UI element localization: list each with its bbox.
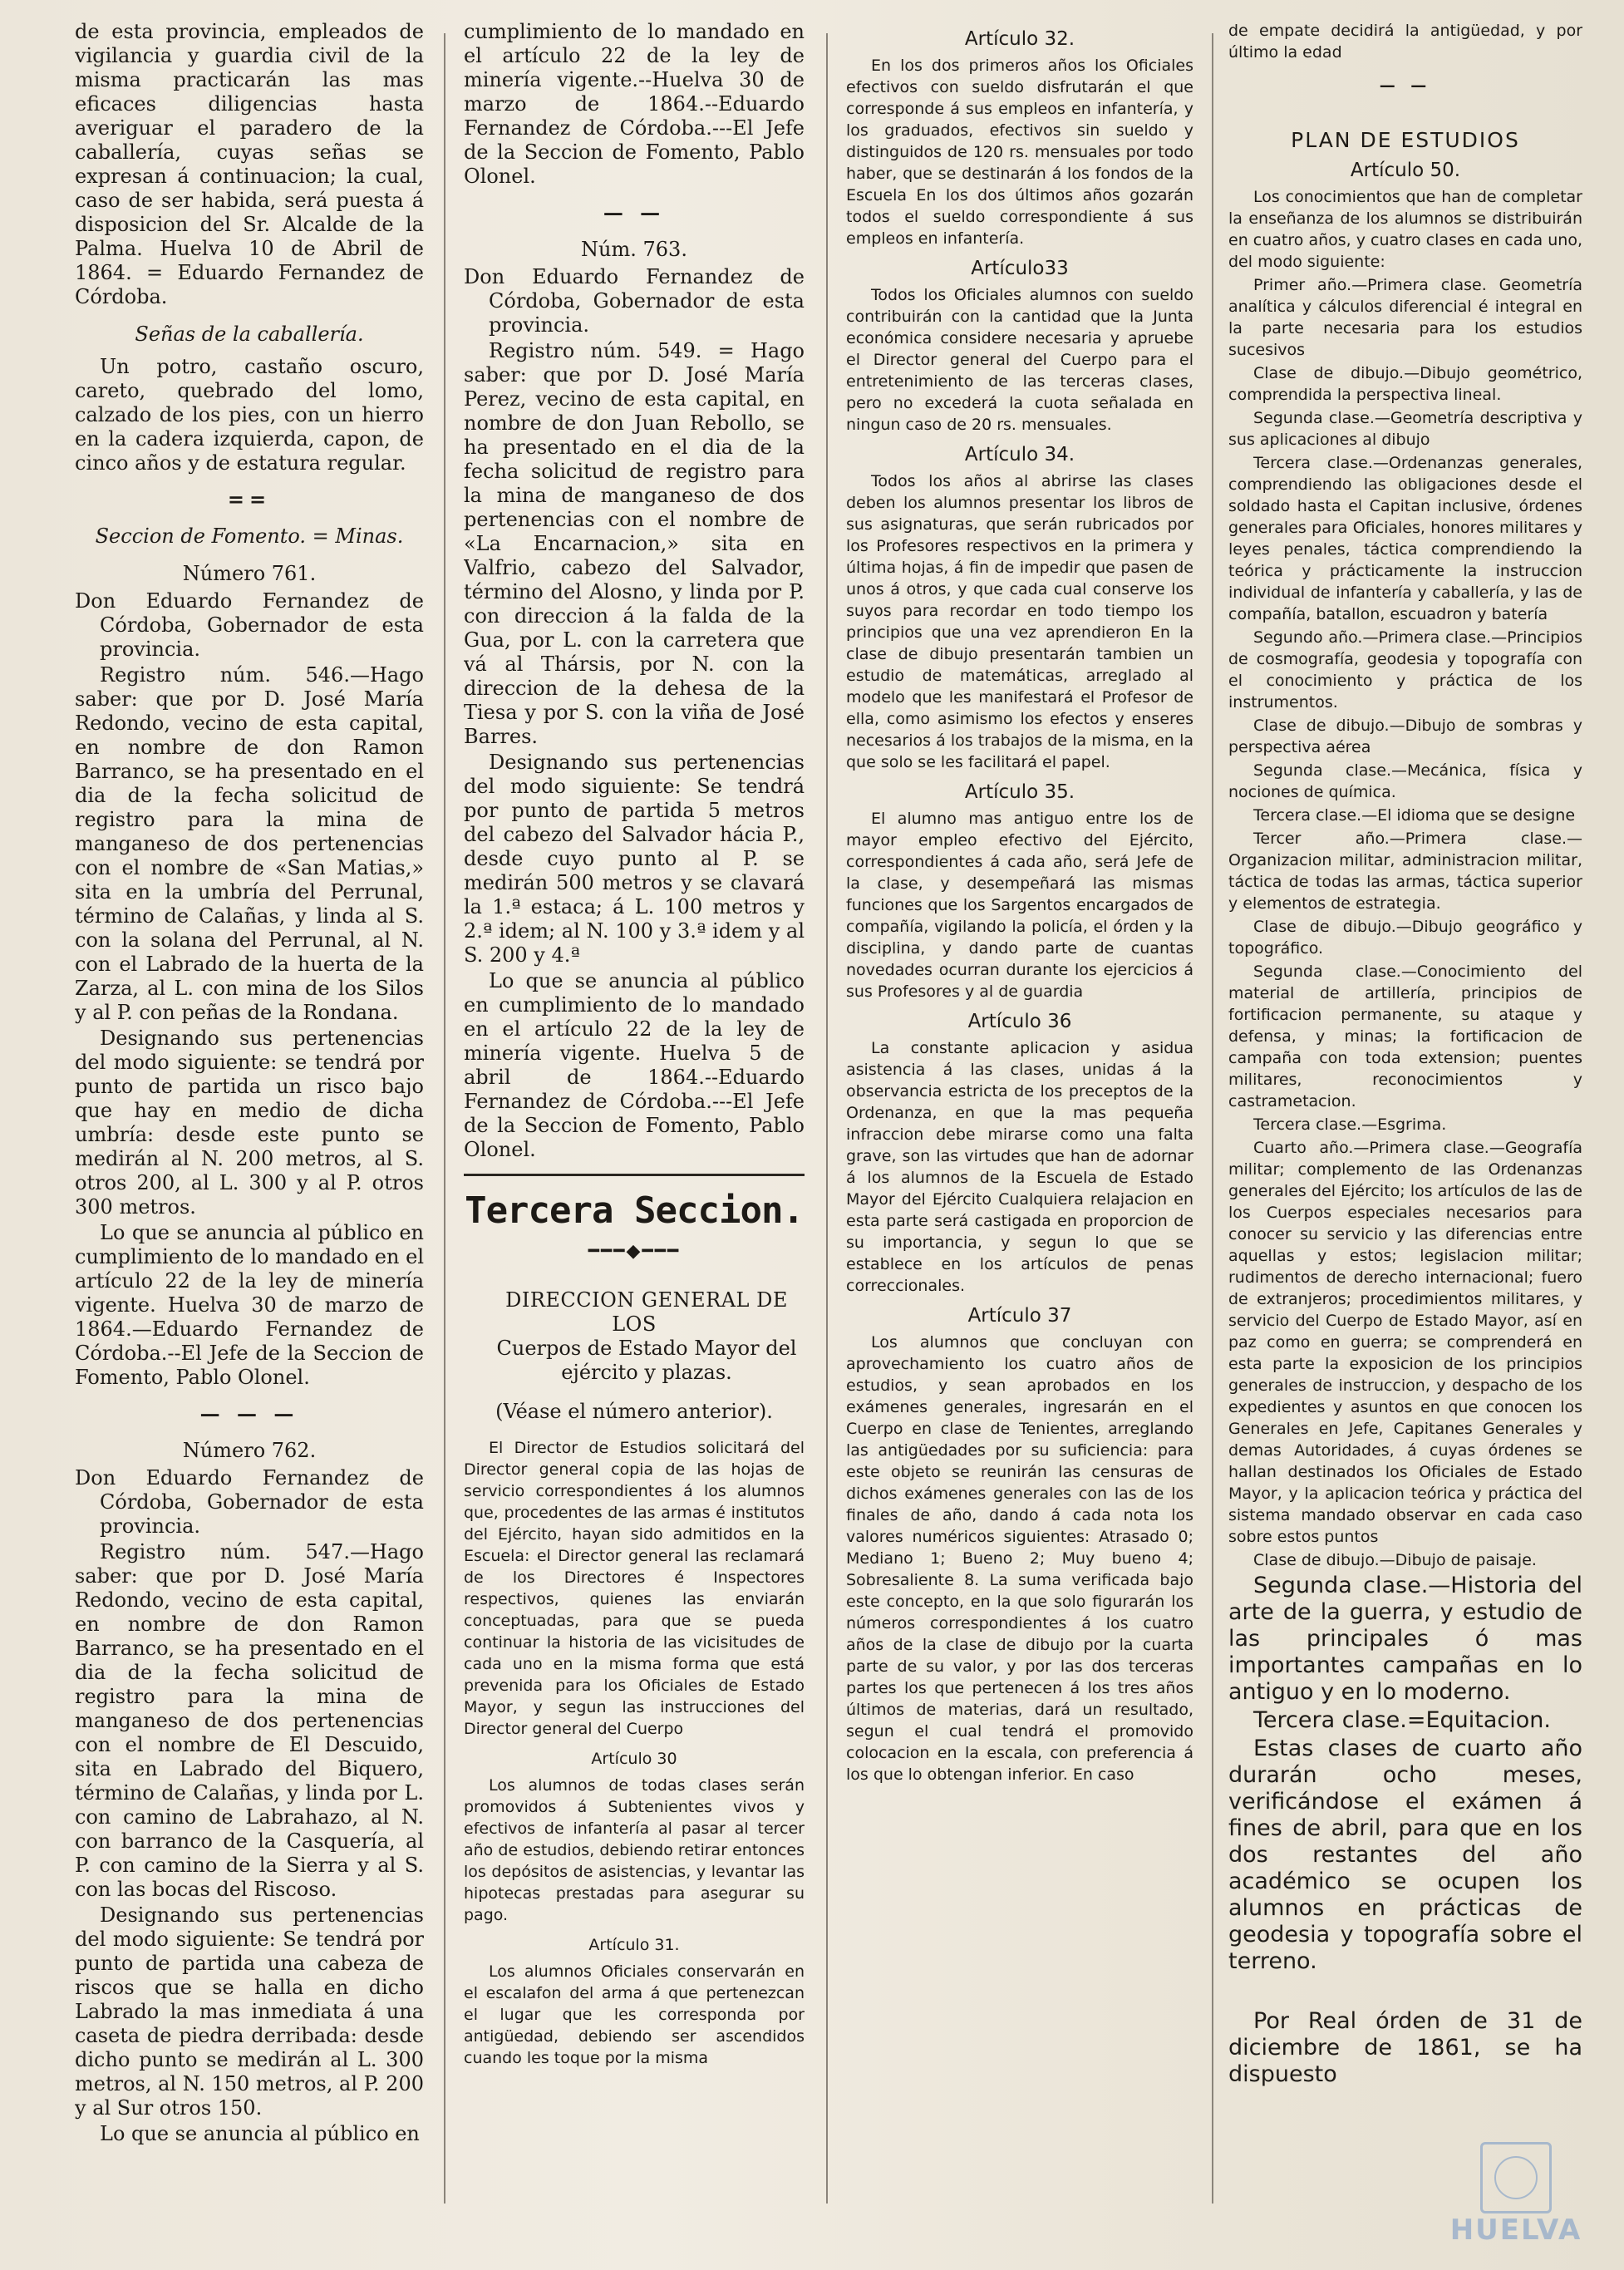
section-title: Tercera Seccion.: [465, 1189, 804, 1232]
paragraph: Registro núm. 547.—Hago saber: que por D. José María Redondo, vecino de esta capital, en nombre de don Ramon Barranco, se ha presentado en el dia de la fecha solicitud de registro para la mina de manganeso de dos pertenencias con el nombre de El Descuido, sita en Labrado del Biquero, término de Calañas, y linda por L. con camino de Labrahazo, al N. con barranco de la Casquería, al P. con camino de la Sierra y al S. con las bocas del Riscoso.: [75, 1540, 424, 1901]
column-rule: [826, 33, 828, 2204]
ornament: ━━━◆━━━: [588, 1241, 681, 1262]
column-2: [464, 20, 805, 2245]
study-item: Tercera clase.—Ordenanzas generales, comprendiendo las obligaciones desde el soldado hasta el Capitan inclusive, órdenes generales para Oficiales, honores militares y leyes penales, táctica comprendiendo la teórica y prácticamente la instruccion individual de infantería y caballería, y las de compañía, batallon, escuadron y batería: [1228, 454, 1582, 623]
paragraph: Registro núm. 549. = Hago saber: que por D. José María Perez, vecino de esta capital, en nombre de don Juan Rebollo, se ha presentado en el dia de la fecha solicitud de registro para la mina de manganeso de dos pertenencias con el nombre de «La Encarnacion,» sita en Valfrio, cabezo del Salvador, término del Alosno, y linda por P. con direccion á la falda de la Gua, por L. con la carretera que vá al Thársis, por N. con la direccion de la dehesa de la Tiesa y por S. con la viña de José Barres.: [464, 339, 805, 748]
study-item: Clase de dibujo.—Dibujo geométrico, comprendida la perspectiva lineal.: [1228, 364, 1582, 404]
notice-number: Núm. 763.: [581, 238, 687, 261]
article-heading: Artículo 34.: [964, 444, 1075, 465]
article-heading: Artículo 36: [967, 1011, 1072, 1032]
study-item: Segunda clase.—Conocimiento del material de artillería, principios de fortificacion permanente, su ataque y defensa, y minas; la fortificacion de campaña con toda extension; puentes militares, reconocimientos y castrametacion.: [1228, 963, 1582, 1110]
paragraph: Los alumnos Oficiales conservarán en el escalafon del arma á que pertenezcan el lugar que les corresponda por antigüedad, debiendo ser ascendidos cuando les toque por la misma: [464, 1962, 805, 2067]
article-heading: Artículo33: [971, 258, 1069, 279]
column-rule: [1212, 33, 1213, 2204]
study-item: Tercera clase.=Equitacion.: [1253, 1707, 1551, 1733]
paragraph: Lo que se anuncia al público en cumplimiento de lo mandado en el artículo 22 de la ley de minería vigente. Huelva 5 de abril de 1864.--Eduardo Fernandez de Córdoba.---El Jefe de la Seccion de Fomento, Pablo Olonel.: [464, 969, 805, 1161]
governor-line: Don Eduardo Fernandez de Córdoba, Gobernador de esta provincia.: [464, 265, 805, 337]
separator: — —: [1379, 76, 1432, 95]
section-rule: [464, 1174, 805, 1176]
paragraph: La constante aplicacion y asidua asistencia á las clases, unidas á la observancia estricta de los preceptos de la Ordenanza, en que la mas pequeña infraccion debe mirarse como una falta grave, son las virtudes que han de adornar á los alumnos de la Escuela de Estado Mayor del Ejército Cualquiera relajacion en esta parte será castigada en proporcion de su importancia, y segun lo que se establece en los artículos de penas correccionales.: [846, 1039, 1193, 1295]
paragraph: Todos los años al abrirse las clases deben los alumnos presentar los libros de sus asignaturas, que serán rubricados por los Profesores respectivos en la primera y última hojas, á fin de impedir que pasen de unos á otros, y que cada cual conserve los suyos para recordar en todo tiempo los principios que una vez aprendieron En la clase de dibujo presentarán tambien un estudio de matemáticas, arreglado al modelo que les manifestará el Profesor de ella, como asimismo los efectos y enseres necesarios á los trabajos de la misma, en la que solo se les facilitará el papel.: [846, 472, 1193, 771]
study-item: Segunda clase.—Historia del arte de la guerra, y estudio de las principales ó mas importantes campañas en lo antiguo y en lo moderno.: [1228, 1573, 1582, 1705]
study-item: Clase de dibujo.—Dibujo geográfico y topográfico.: [1228, 918, 1582, 958]
governor-line: Don Eduardo Fernandez de Córdoba, Gobernador de esta provincia.: [75, 589, 424, 661]
paragraph: Lo que se anuncia al público en cumplimiento de lo mandado en el artículo 22 de la ley de minería vigente. Huelva 30 de marzo de 1864.—Eduardo Fernandez de Córdoba.--El Jefe de la Seccion de Fomento, Pablo Olonel.: [75, 1221, 424, 1389]
article-heading: Artículo 32.: [964, 28, 1075, 50]
archive-shield-icon: [1480, 2142, 1552, 2213]
separator: — —: [603, 200, 666, 224]
separator: ==: [227, 487, 272, 511]
paragraph: Designando sus pertenencias del modo siguiente: Se tendrá por punto de partida una cabeza de riscos que se halla en dicho Labrado la mas inmediata á una caseta de piedra derribada: desde dicho punto se medirán al L. 300 metros, al N. 150 metros, al P. 200 y al Sur otros 150.: [75, 1903, 424, 2120]
notice-number: Número 761.: [182, 562, 317, 585]
paragraph: Por Real órden de 31 de diciembre de 1861, se ha dispuesto: [1228, 2008, 1582, 2087]
paragraph: Designando sus pertenencias del modo siguiente: se tendrá por punto de partida un risco bajo que hay en medio de dicha umbría: desde este punto se medirán al N. 200 metros, al S. otros 200, al L. 300 y al P. otros 300 metros.: [75, 1027, 424, 1219]
article-heading: Artículo 35.: [964, 781, 1075, 803]
study-item: Segundo año.—Primera clase.—Principios de cosmografía, geodesia y topografía con el conocimiento y práctica de los instrumentos.: [1228, 628, 1582, 712]
paragraph: de empate decidirá la antigüedad, y por último la edad: [1228, 22, 1582, 62]
study-item: Clase de dibujo.—Dibujo de paisaje.: [1253, 1551, 1537, 1569]
article-heading: Artículo 37: [967, 1305, 1072, 1327]
column-rule: [444, 33, 445, 2204]
study-item: Tercera clase.—El idioma que se designe: [1253, 806, 1576, 825]
paragraph: Lo que se anuncia al público en: [100, 2122, 420, 2145]
study-item: Cuarto año.—Primera clase.—Geografía militar; complemento de las Ordenanzas generales del Ejército; los artículos de las de los Cuerpos especiales necesarios para conocer su servicio y las diferencias entre aquellas y estos; legislacion militar; rudimentos de derecho internacional; fuero de extranjeros; procedimientos militares, y servicio del Cuerpo de Estado Mayor, así en paz como en guerra; se comprenderá en esta parte la exposicion de los principios generales de instruccion, y despacho de los expedientes y asuntos en que conocen los Generales en Jefe, Capitanes Generales y demas Autoridades, á cuyas órdenes se hallan destinados los Oficiales de Estado Mayor, y la aplicacion teórica y práctica del sistema mandado observar en cada caso sobre estos puntos: [1228, 1139, 1582, 1546]
article-heading: Artículo 30: [591, 1750, 677, 1768]
article-heading: Artículo 31.: [588, 1936, 680, 1954]
study-item: Segunda clase.—Mecánica, física y nociones de química.: [1228, 761, 1582, 801]
paragraph: Registro núm. 546.—Hago saber: que por D. José María Redondo, vecino de esta capital, en nombre de don Ramon Barranco, se ha presentado en el dia de la fecha solicitud de registro para la mina de manganeso de dos pertenencias con el nombre de «San Matias,» sita en la umbría del Perrunal, término de Calañas, y linda al S. con la solana del Perrunal, al N. con el Labrado de la huerta de la Zarza, al L. con mina de los Silos y al P. con peñas de la Rondana.: [75, 663, 424, 1024]
section-heading: Señas de la caballería.: [135, 323, 364, 346]
paragraph: El Director de Estudios solicitará del Director general copia de las hojas de servicio correspondientes á los alumnos que, procedentes de las armas é institutos del Ejército, hayan sido admitidos en la Escuela: el Director general las reclamará de los Directores é Inspectores respectivos, quienes las enviarán conceptuadas, para que se pueda continuar la historia de las vicisitudes de cada uno en la misma forma que está prevenida para los Oficiales de Estado Mayor, y segun las instrucciones del Director general del Cuerpo: [464, 1439, 805, 1738]
column-4: [1228, 20, 1582, 2245]
archive-stamp: [1433, 2142, 1599, 2250]
section-heading: Seccion de Fomento. = Minas.: [95, 524, 404, 548]
directorate-subtitle: Cuerpos de Estado Mayor del: [496, 1337, 797, 1360]
stamp-label: HUELVA: [1449, 2213, 1582, 2247]
study-item: Primer año.—Primera clase. Geometría analítica y cálculos diferencial é integral en la parte necesaria para los estudios sucesivos: [1228, 276, 1582, 359]
note: (Véase el número anterior).: [495, 1400, 773, 1423]
section-heading: PLAN DE ESTUDIOS: [1291, 128, 1520, 152]
paragraph: Los conocimientos que han de completar la enseñanza de los alumnos se distribuirán en cuatro años, y cuatro clases en cada uno, del modo siguiente:: [1228, 188, 1582, 271]
governor-line: Don Eduardo Fernandez de Córdoba, Gobernador de esta provincia.: [75, 1466, 424, 1538]
article-heading: Artículo 50.: [1350, 160, 1461, 181]
study-item: Segunda clase.—Geometría descriptiva y sus aplicaciones al dibujo: [1228, 409, 1582, 449]
paragraph: Todos los Oficiales alumnos con sueldo contribuirán con la cantidad que la Junta económica considere necesaria y apruebe el Director general del Cuerpo para el entretenimiento de las terceras clases, pero no excederá la cuota señalada en ningun caso de 20 rs. mensuales.: [846, 286, 1193, 434]
paragraph: Los alumnos de todas clases serán promovidos á Subtenientes vivos y efectivos de infantería al pasar al tercer año de estudios, debiendo retirar entonces los depósitos de asistencias, y levantar las hipotecas prestadas para asegurar su pago.: [464, 1776, 805, 1924]
paragraph: de esta provincia, empleados de vigilancia y guardia civil de la misma practicarán las mas eficaces diligencias hasta averiguar el paradero de la caballería, cuyas señas se expresan á continuacion; la cual, caso de ser habida, será puesta á disposicion del Sr. Alcalde de la Palma. Huelva 10 de Abril de 1864. = Eduardo Fernandez de Córdoba.: [75, 20, 424, 308]
separator: — — —: [199, 1401, 299, 1426]
study-item: Tercer año.—Primera clase.—Organizacion militar, administracion militar, táctica de todas las armas, táctica superior y elementos de estrategia.: [1228, 830, 1582, 913]
paragraph: Designando sus pertenencias del modo siguiente: Se tendrá por punto de partida 5 metros del cabezo del Salvador hácia P., desde cuyo punto al P. se medirán 500 metros y se clavará la 1.ª estaca; á L. 100 metros y 2.ª idem; al N. 100 y 3.ª idem y al S. 200 y 4.ª: [464, 751, 805, 967]
paragraph: cumplimiento de lo mandado en el artículo 22 de la ley de minería vigente.--Huelva 30 de marzo de 1864.--Eduardo Fernandez de Córdoba.---El Jefe de la Seccion de Fomento, Pablo Olonel.: [464, 20, 805, 188]
study-item: Tercera clase.—Esgrima.: [1253, 1115, 1447, 1134]
paragraph: Estas clases de cuarto año durarán ocho meses, verificándose el exámen á fines de abril, para que en los dos restantes del año académico se ocupen los alumnos en prácticas de geodesia y topografía sobre el terreno.: [1228, 1736, 1582, 1974]
column-3: [846, 20, 1193, 2245]
paragraph: El alumno mas antiguo entre los de mayor empleo efectivo del Ejército, correspondientes á cada año, será Jefe de la clase, y desempeñará las mismas funciones que los Sargentos encargados de compañía, vigilando la policía, el órden y la disciplina, y dando parte de cuantas novedades ocurran durante los ejercicios á sus Profesores y al de guardia: [846, 810, 1193, 1001]
study-item: Clase de dibujo.—Dibujo de sombras y perspectiva aérea: [1228, 716, 1582, 756]
paragraph: En los dos primeros años los Oficiales efectivos con sueldo disfrutarán el que corresponde á sus empleos en infantería, y los graduados, efectivos sin sueldo y distinguidos de 120 rs. mensuales por todo haber, que se destinarán á los fondos de la Escuela En los dos últimos años gozarán todos el sueldo correspondiente á sus empleos en infantería.: [846, 57, 1193, 248]
directorate-subtitle: ejército y plazas.: [561, 1361, 732, 1384]
paragraph: Un potro, castaño oscuro, careto, quebrado del lomo, calzado de los pies, con un hierro en la cadera izquierda, capon, de cinco años y de estatura regular.: [75, 355, 424, 475]
directorate-title: DIRECCION GENERAL DE LOS: [505, 1288, 788, 1336]
paragraph: Los alumnos que concluyan con aprovechamiento los cuatro años de estudios, y sean aprobados en los exámenes generales, ingresarán en el Cuerpo en clase de Tenientes, arreglando las antigüedades por su suficiencia: para este objeto se reunirán las censuras de dichos exámenes generales con las de los finales de año, dando á cada nota los valores numéricos siguientes: Atrasado 0; Mediano 1; Bueno 2; Muy bueno 4; Sobresaliente 8. La suma verificada bajo este concepto, en la que solo figurarán los números correspondientes á los cuatro años de la clase de dibujo por la cuarta parte de su valor, y por las dos terceras partes los que pertenecen á los tres años últimos de materias, dará un resultado, segun el cual tendrá el promovido colocacion en la escala, con preferencia á los que lo obtengan inferior. En caso: [846, 1333, 1193, 1784]
notice-number: Número 762.: [182, 1439, 317, 1462]
column-1: [75, 20, 424, 2245]
